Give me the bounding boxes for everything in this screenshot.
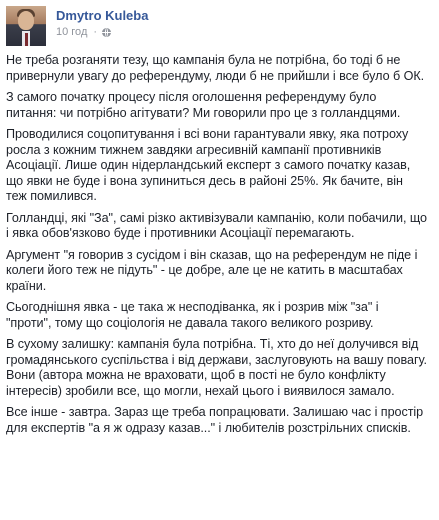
post-paragraph: В сухому залишку: кампанія була потрібна. Ті, хто до неї долучився від громадянського суспільства і від держави, заслуговують на вашу повагу. Вони (автора можна не враховати, щоб в пості не було конфлікту інтересів) зробили все, що могли, нехай цього і виявилося замало. (6, 337, 427, 398)
post-header (6, 6, 433, 46)
post-paragraph: Аргумент "я говорив з сусідом і він сказав, що на референдум не піде і колеги його теж не підуть" - це добре, але це не катить в масштабах країни. (6, 247, 418, 293)
time-row (56, 24, 148, 40)
post-paragraph: Сьогоднішня явка - це така ж несподіванка, як і розрив між "за" і "проти", тому що соціологія не давала такого великого розриву. (6, 300, 379, 330)
avatar-face (18, 11, 34, 30)
post-timestamp[interactable]: 10 год (56, 26, 88, 38)
avatar-tie (25, 33, 28, 46)
post-body (6, 53, 433, 436)
post-paragraph: Все інше - завтра. Зараз ще треба попрацювати. Залишаю час і простір для експертів "а я ж одразу казав..." і любителів розстрільних списків. (6, 405, 424, 435)
post-paragraph: Не треба розганяти тезу, що кампанія була не потрібна, бо тоді б не привернули увагу до референдуму, люди б не прийшли і все було б ОК. (6, 53, 425, 83)
author-name[interactable]: Dmytro Kuleba (56, 8, 149, 23)
post-meta (56, 6, 148, 40)
globe-icon[interactable] (102, 28, 111, 37)
meta-separator: · (93, 26, 98, 38)
post-paragraph: Проводилися соцопитування і всі вони гарантували явку, яка потроху росла з кожним тижнем завдяки агресивній кампанії противників Асоціації. Лише один нідерландський експерт з самого початку казав, що явки не буде і вона зупиниться десь в районі 25%. Як бачите, він теж помилився. (6, 127, 411, 203)
post-paragraph: Голландці, які "За", самі різко активізували кампанію, коли побачили, що і явка обов'язково буде і противники Асоціації перемагають. (6, 210, 427, 240)
post-paragraph: З самого початку процесу після оголошення референдуму було питання: чи потрібно агітувати? Ми говорили про це з голландцями. (6, 90, 401, 120)
author-avatar[interactable] (6, 6, 46, 46)
